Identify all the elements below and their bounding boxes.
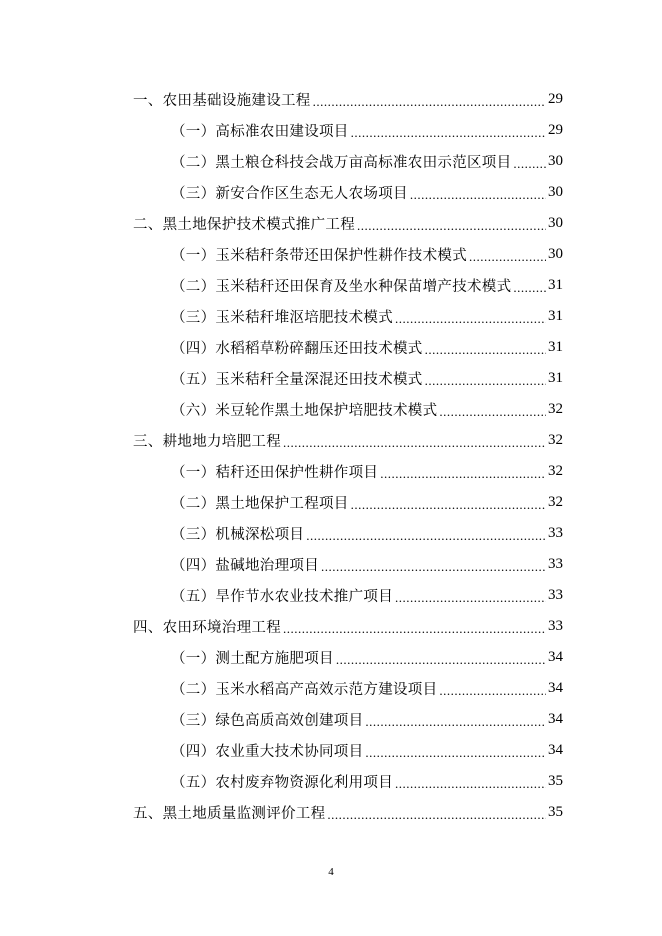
toc-entry[interactable]	[0, 518, 662, 549]
toc-entry-title: （二）玉米秸秆还田保育及坐水种保苗增产技术模式	[171, 279, 512, 295]
toc-entry[interactable]	[0, 549, 662, 580]
toc-entry-title: （二）黑土粮仓科技会战万亩高标准农田示范区项目	[171, 155, 512, 171]
toc-entry-page: 31	[548, 308, 563, 324]
toc-leader-dots	[395, 591, 546, 604]
page-number: 4	[328, 866, 334, 878]
toc-leader-dots	[351, 498, 546, 511]
toc-entry-title: （一）秸秆还田保护性耕作项目	[171, 465, 379, 481]
toc-entry-page: 32	[548, 432, 563, 448]
toc-entry-title: （五）农村废弃物资源化利用项目	[171, 775, 393, 791]
toc-entry-page: 34	[548, 742, 563, 758]
toc-leader-dots	[313, 95, 546, 108]
toc-entry-page: 33	[548, 587, 563, 603]
toc-leader-dots	[395, 777, 546, 790]
toc-leader-dots	[365, 715, 546, 728]
toc-entry[interactable]	[0, 270, 662, 301]
toc-leader-dots	[439, 405, 546, 418]
toc-leader-dots	[306, 529, 546, 542]
toc-leader-dots	[380, 467, 546, 480]
toc-entry[interactable]	[0, 456, 662, 487]
toc-entry-title: （一）玉米秸秆条带还田保护性耕作技术模式	[171, 248, 467, 264]
toc-entry-title: （三）绿色高质高效创建项目	[171, 713, 364, 729]
toc-entry-title: （一）测土配方施肥项目	[171, 651, 334, 667]
table-of-contents	[0, 84, 662, 828]
toc-entry-page: 31	[548, 370, 563, 386]
toc-leader-dots	[365, 746, 546, 759]
toc-entry-page: 29	[548, 91, 563, 107]
toc-entry[interactable]	[0, 239, 662, 270]
toc-entry-page: 34	[548, 649, 563, 665]
toc-entry-title: （三）新安合作区生态无人农场项目	[171, 186, 408, 202]
toc-entry-page: 34	[548, 680, 563, 696]
toc-entry-title: （二）黑土地保护工程项目	[171, 496, 349, 512]
toc-entry[interactable]	[0, 394, 662, 425]
toc-leader-dots	[425, 374, 546, 387]
toc-entry-title: （一）高标准农田建设项目	[171, 124, 349, 140]
toc-leader-dots	[513, 281, 546, 294]
toc-leader-dots	[351, 126, 546, 139]
toc-entry-page: 33	[548, 618, 563, 634]
toc-entry[interactable]	[0, 673, 662, 704]
toc-leader-dots	[439, 684, 546, 697]
toc-entry-title: （四）盐碱地治理项目	[171, 558, 319, 574]
toc-entry-page: 31	[548, 277, 563, 293]
toc-entry[interactable]	[0, 797, 662, 828]
toc-entry-page: 35	[548, 773, 563, 789]
toc-entry-page: 30	[548, 153, 563, 169]
toc-entry[interactable]	[0, 611, 662, 642]
toc-entry[interactable]	[0, 115, 662, 146]
toc-entry-title: （五）玉米秸秆全量深混还田技术模式	[171, 372, 423, 388]
toc-entry[interactable]	[0, 208, 662, 239]
toc-entry-page: 32	[548, 494, 563, 510]
toc-entry[interactable]	[0, 363, 662, 394]
toc-entry-title: （四）水稻稻草粉碎翻压还田技术模式	[171, 341, 423, 357]
toc-entry-title: （三）玉米秸秆堆沤培肥技术模式	[171, 310, 393, 326]
toc-entry[interactable]	[0, 766, 662, 797]
toc-entry[interactable]	[0, 425, 662, 456]
toc-entry[interactable]	[0, 84, 662, 115]
toc-entry[interactable]	[0, 735, 662, 766]
toc-leader-dots	[357, 219, 546, 232]
toc-entry[interactable]	[0, 580, 662, 611]
toc-entry[interactable]	[0, 146, 662, 177]
toc-entry-title: （四）农业重大技术协同项目	[171, 744, 364, 760]
toc-entry-page: 33	[548, 525, 563, 541]
toc-entry[interactable]	[0, 301, 662, 332]
toc-entry-page: 32	[548, 401, 563, 417]
toc-entry-page: 30	[548, 184, 563, 200]
toc-entry-title: （二）玉米水稻高产高效示范方建设项目	[171, 682, 438, 698]
toc-entry-title: （三）机械深松项目	[171, 527, 305, 543]
toc-entry-title: 五、黑土地质量监测评价工程	[133, 806, 326, 822]
toc-entry-title: 四、农田环境治理工程	[133, 620, 281, 636]
toc-entry-title: （五）旱作节水农业技术推广项目	[171, 589, 393, 605]
toc-entry-page: 29	[548, 122, 563, 138]
toc-leader-dots	[410, 188, 546, 201]
toc-entry-page: 34	[548, 711, 563, 727]
toc-entry-title: 一、农田基础设施建设工程	[133, 93, 311, 109]
toc-entry[interactable]	[0, 704, 662, 735]
toc-leader-dots	[425, 343, 546, 356]
toc-leader-dots	[321, 560, 546, 573]
toc-leader-dots	[469, 250, 546, 263]
toc-entry-title: （六）米豆轮作黑土地保护培肥技术模式	[171, 403, 438, 419]
toc-entry-page: 30	[548, 215, 563, 231]
toc-leader-dots	[327, 808, 546, 821]
toc-entry[interactable]	[0, 642, 662, 673]
toc-leader-dots	[283, 622, 546, 635]
toc-leader-dots	[336, 653, 546, 666]
toc-entry-page: 31	[548, 339, 563, 355]
toc-leader-dots	[395, 312, 546, 325]
toc-entry[interactable]	[0, 487, 662, 518]
toc-entry-page: 33	[548, 556, 563, 572]
toc-entry-title: 二、黑土地保护技术模式推广工程	[133, 217, 355, 233]
toc-leader-dots	[513, 157, 546, 170]
toc-entry-page: 30	[548, 246, 563, 262]
toc-entry-page: 35	[548, 804, 563, 820]
toc-leader-dots	[283, 436, 546, 449]
toc-entry[interactable]	[0, 177, 662, 208]
toc-entry[interactable]	[0, 332, 662, 363]
toc-entry-title: 三、耕地地力培肥工程	[133, 434, 281, 450]
toc-entry-page: 32	[548, 463, 563, 479]
